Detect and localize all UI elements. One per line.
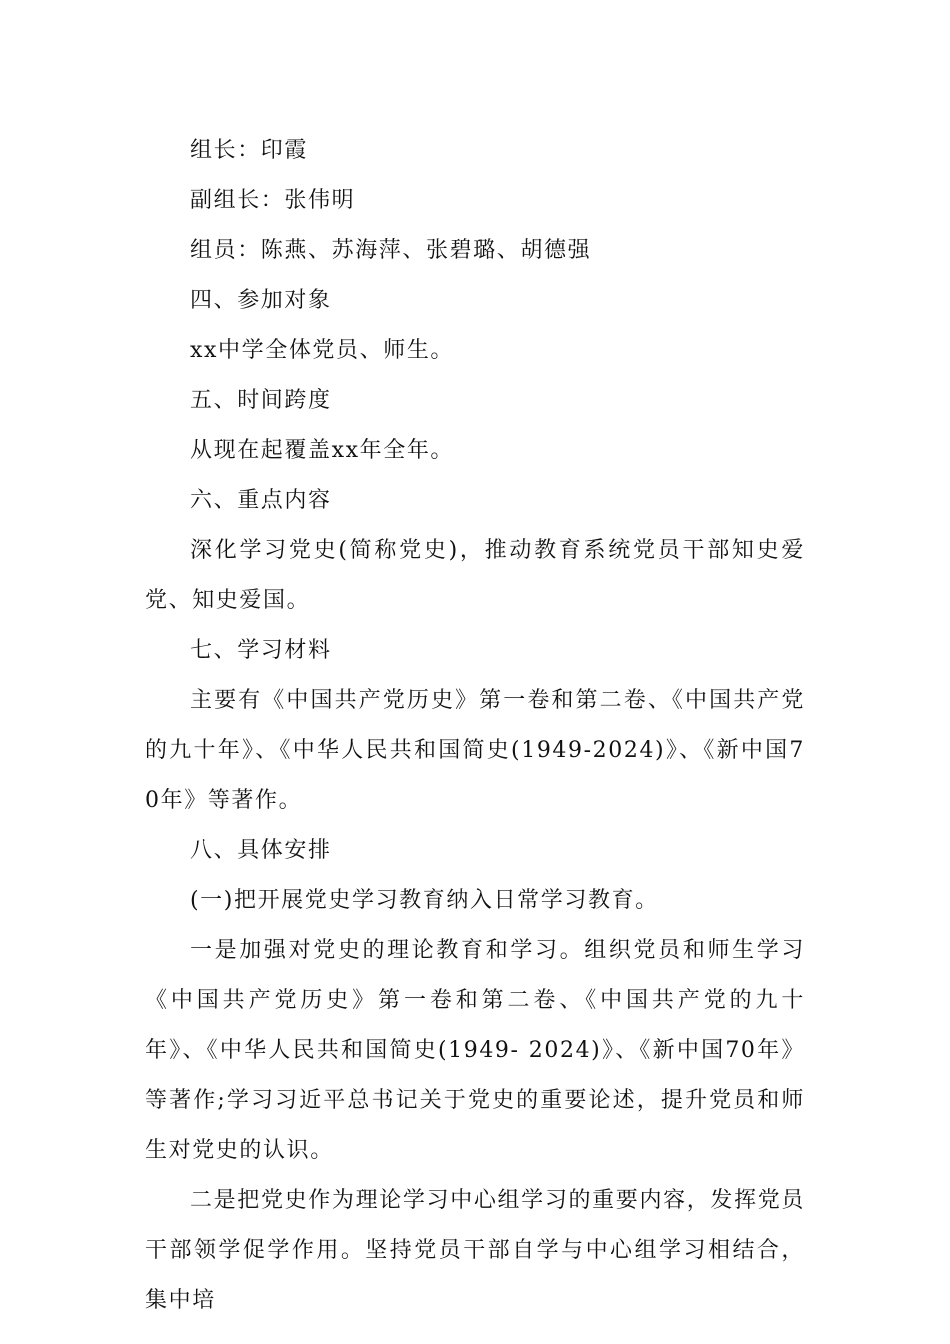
- members-line: 组员：陈燕、苏海萍、张碧璐、胡德强: [190, 238, 592, 263]
- section-heading-materials: 七、学习材料: [190, 638, 332, 663]
- arrangement-item-2: 二是把党史作为理论学习中心组学习的重要内容，发挥党员干部领学促学作用。坚持党员干部自学与中心组学习相结合，集中培: [145, 1188, 805, 1313]
- section-heading-key-content: 六、重点内容: [190, 488, 332, 513]
- participants-text: xx中学全体党员、师生。: [190, 338, 455, 363]
- deputy-leader-line: 副组长：张伟明: [190, 188, 356, 213]
- subsection-heading-1: (一)把开展党史学习教育纳入日常学习教育。: [190, 888, 659, 913]
- timespan-text: 从现在起覆盖xx年全年。: [190, 438, 455, 463]
- document-body: [145, 126, 805, 1326]
- section-heading-arrangements: 八、具体安排: [190, 838, 332, 863]
- materials-text: 主要有《中国共产党历史》第一卷和第二卷、《中国共产党的九十年》、《中华人民共和国简史(1949-2024)》、《新中国70年》等著作。: [145, 688, 805, 813]
- arrangement-item-1: 一是加强对党史的理论教育和学习。组织党员和师生学习《中国共产党历史》第一卷和第二卷、《中国共产党的九十年》、《中华人民共和国简史(1949- 2024)》、《新中国70年》等著作;学习习近平总书记关于党史的重要论述，提升党员和师生对党史的认识。: [145, 938, 805, 1163]
- key-content-text: 深化学习党史(简称党史)，推动教育系统党员干部知史爱党、知史爱国。: [145, 538, 805, 613]
- section-heading-participants: 四、参加对象: [190, 288, 332, 313]
- leader-line: 组长：印霞: [190, 138, 309, 163]
- section-heading-timespan: 五、时间跨度: [190, 388, 332, 413]
